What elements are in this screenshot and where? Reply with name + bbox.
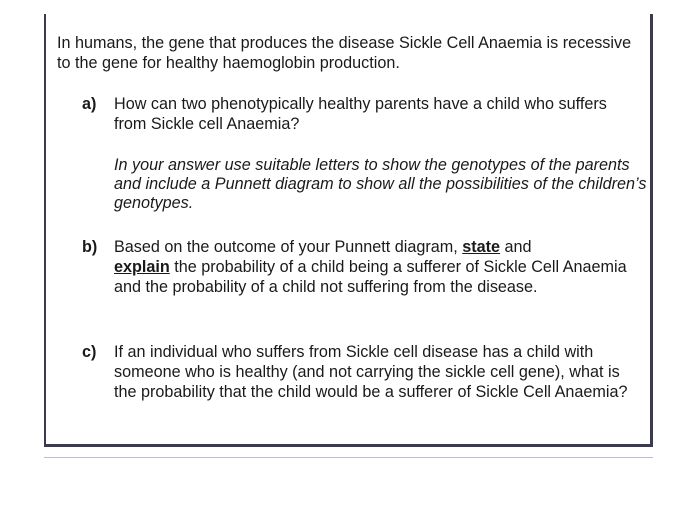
question-a-text: How can two phenotypically healthy parents have a child who suffers from Sickle cell Anaemia?	[114, 95, 607, 133]
question-a-note: In your answer use suitable letters to show the genotypes of the parents and include a Punnett diagram to show all the possibilities of the children’s genotypes.	[114, 156, 647, 212]
question-c-text: If an individual who suffers from Sickle cell disease has a child with someone who is healthy (and not carrying the sickle cell gene), what is the probability that the child would be a sufferer of Sickle Cell Anaemia?	[114, 343, 628, 401]
divider	[44, 457, 653, 458]
question-b-text-2: and	[504, 238, 532, 256]
question-c-label: c)	[82, 343, 97, 361]
question-b-text-3: the probability of a child being a sufferer of Sickle Cell Anaemia and the probability of a child not suffering from the disease.	[114, 258, 627, 296]
keyword-state: state	[462, 238, 501, 256]
intro-text: In humans, the gene that produces the disease Sickle Cell Anaemia is recessive to the gene for healthy haemoglobin production.	[57, 34, 632, 72]
question-b-text-1: Based on the outcome of your Punnett diagram,	[114, 238, 458, 256]
question-a-label: a)	[82, 95, 97, 113]
question-b-label: b)	[82, 238, 98, 256]
question-b-text	[114, 237, 639, 297]
keyword-explain: explain	[114, 258, 170, 276]
